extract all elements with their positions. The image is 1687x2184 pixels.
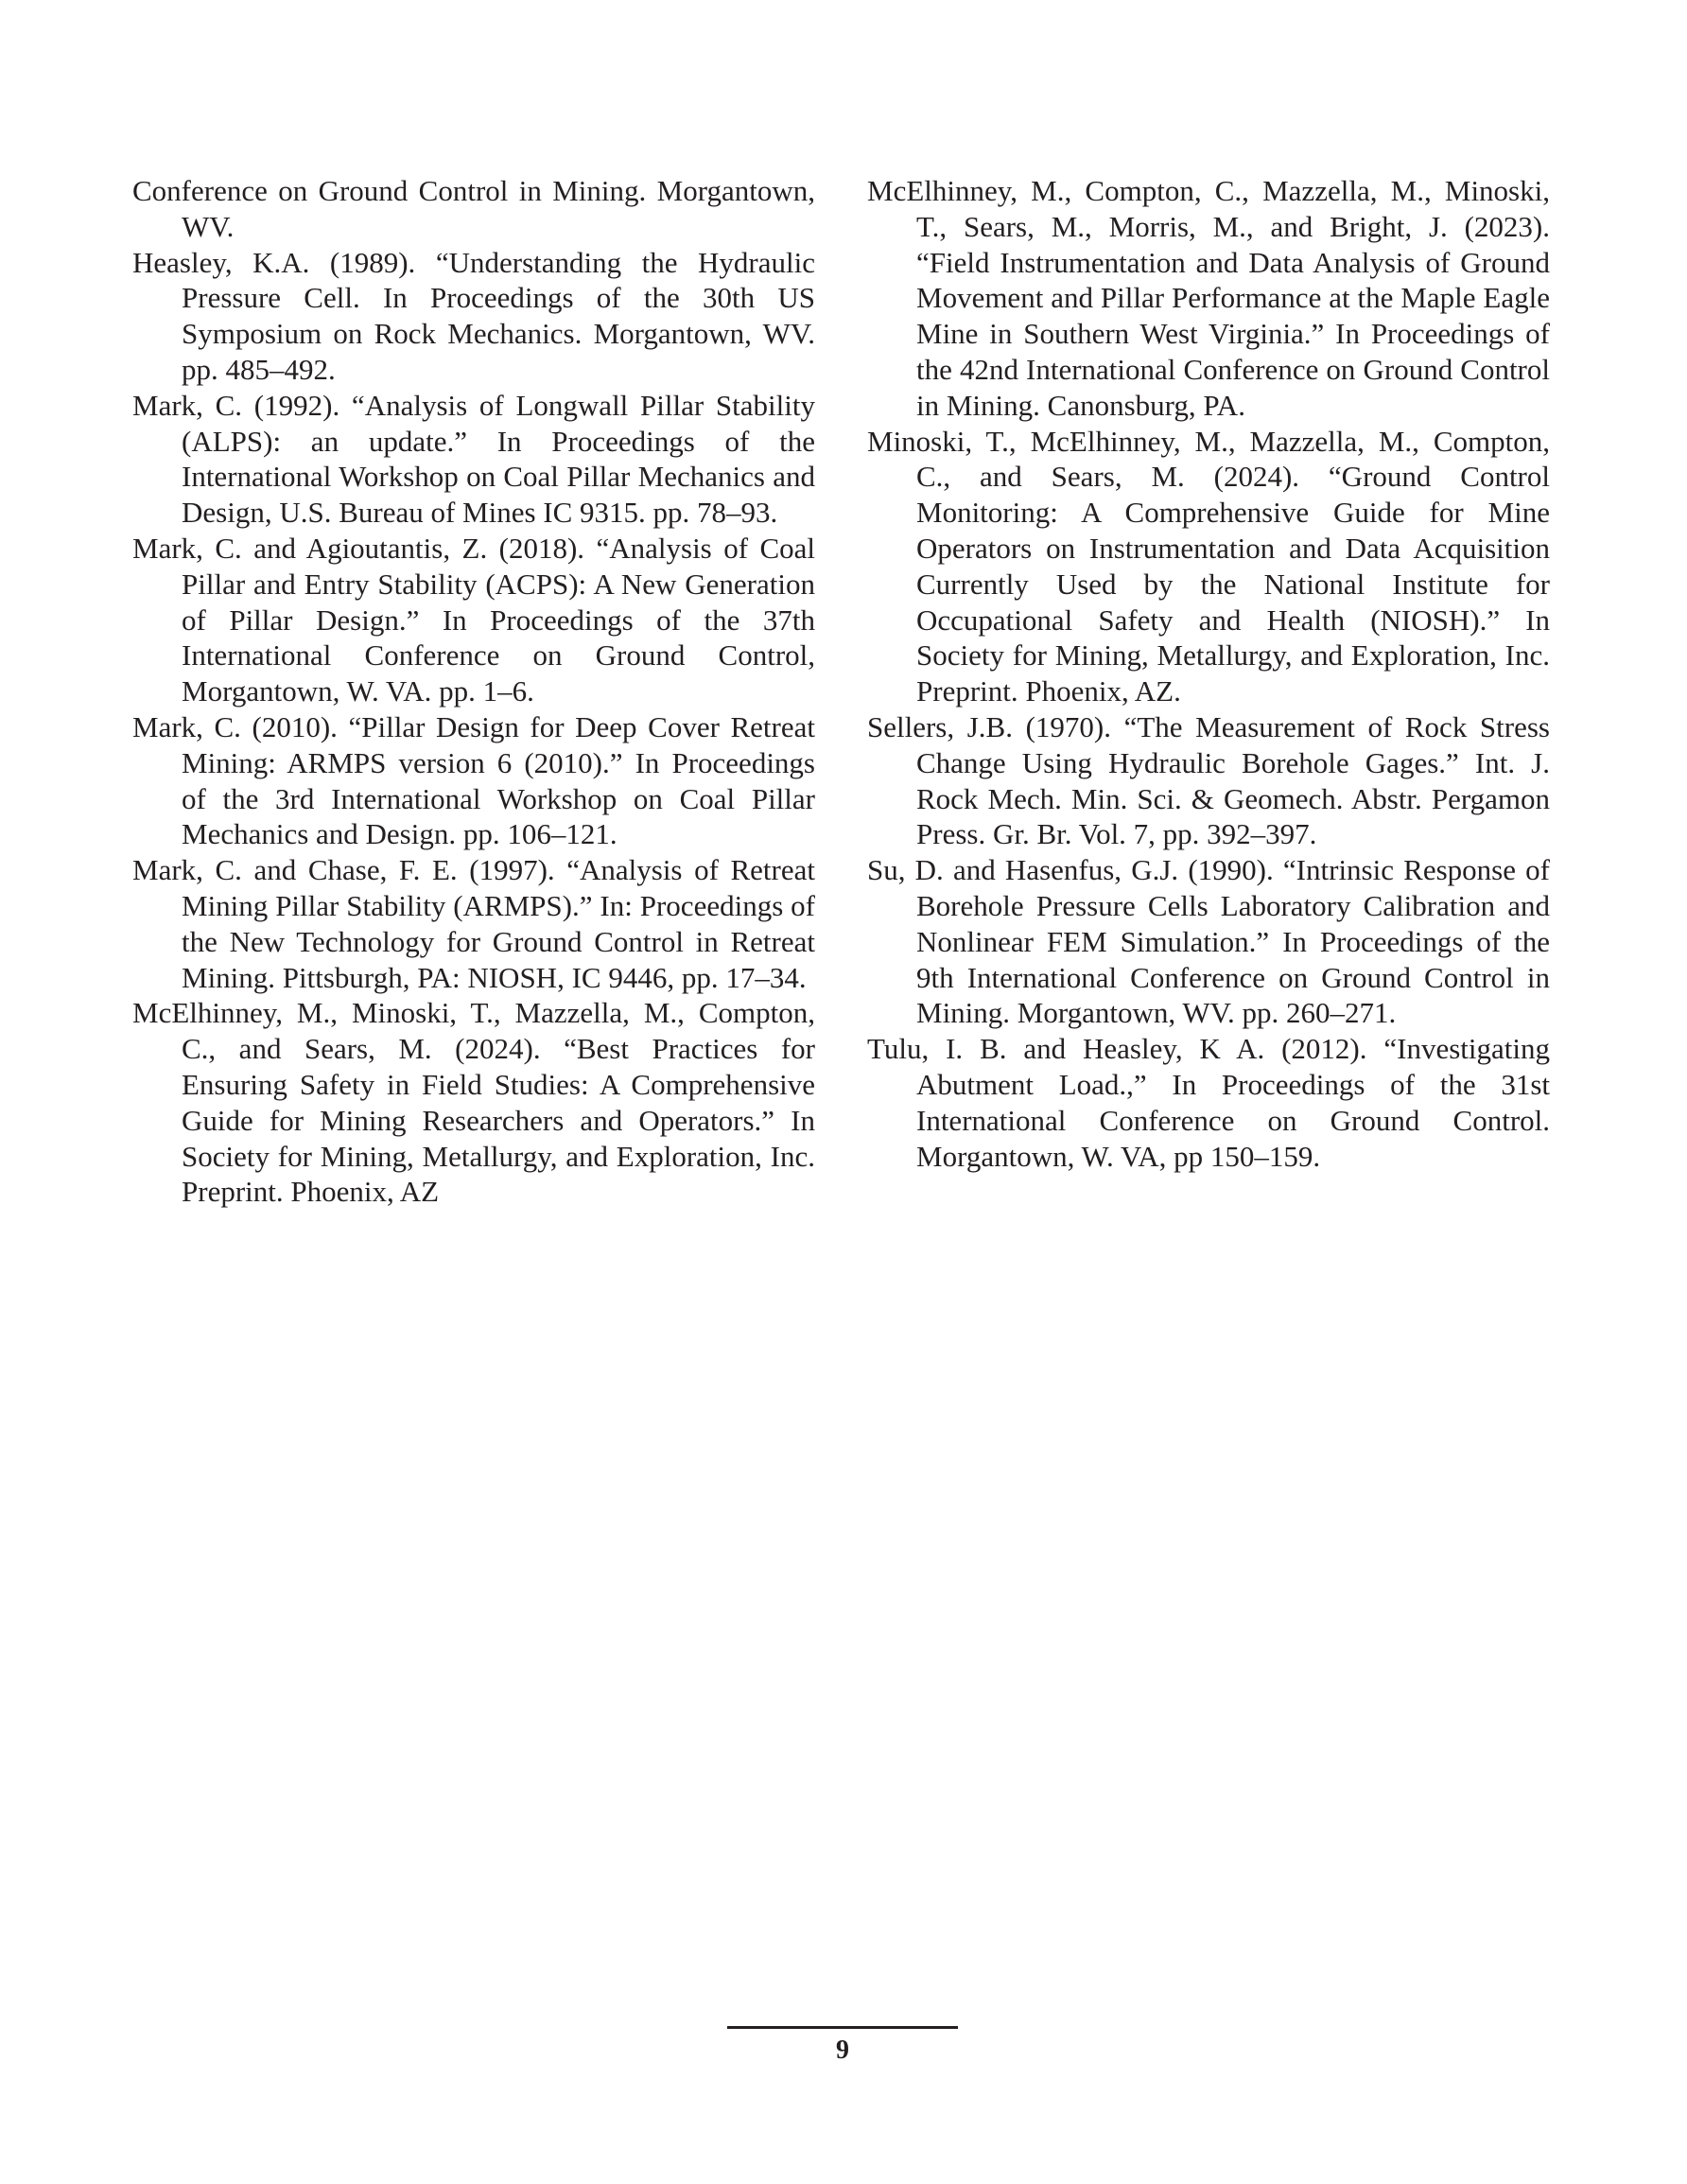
reference-entry: McElhinney, M., Minoski, T., Mazzella, M., Compton, C., and Sears, M. (2024). “Best Practices for Ensuring Safety in Field Studies: A Comprehensive Guide for Mining Researchers and Operators.” In Society for Mining, Metallurgy, and Exploration, Inc. Preprint. Phoenix, AZ — [132, 996, 815, 1209]
reference-entry: Minoski, T., McElhinney, M., Mazzella, M., Compton, C., and Sears, M. (2024). “Ground Control Monitoring: A Comprehensive Guide for Mine Operators on Instrumentation and Data Acquisition Currently Used by the National Institute for Occupational Safety and Health (NIOSH).” In Society for Mining, Metallurgy, and Exploration, Inc. Preprint. Phoenix, AZ. — [867, 424, 1550, 708]
reference-entry: Mark, C. (2010). “Pillar Design for Deep Cover Retreat Mining: ARMPS version 6 (2010).” In Proceedings of the 3rd International Workshop on Coal Pillar Mechanics and Design. pp. 106–121. — [132, 709, 815, 851]
reference-entry: Mark, C. (1992). “Analysis of Longwall Pillar Stability (ALPS): an update.” In Proceedings of the International Workshop on Coal Pillar Mechanics and Design, U.S. Bureau of Mines IC 9315. pp. 78–93. — [132, 388, 815, 530]
reference-entry: Su, D. and Hasenfus, G.J. (1990). “Intrinsic Response of Borehole Pressure Cells Laboratory Calibration and Nonlinear FEM Simulation.” In Proceedings of the 9th International Conference on Ground Control in Mining. Morgantown, WV. pp. 260–271. — [867, 853, 1550, 1030]
references-right-column — [867, 173, 1550, 1174]
reference-entry: Heasley, K.A. (1989). “Understanding the Hydraulic Pressure Cell. In Proceedings of the 30th US Symposium on Rock Mechanics. Morgantown, WV. pp. 485–492. — [132, 245, 815, 386]
reference-entry: Mark, C. and Agioutantis, Z. (2018). “Analysis of Coal Pillar and Entry Stability (ACPS): A New Generation of Pillar Design.” In Proceedings of the 37th International Conference on Ground Control, Morgantown, W. VA. pp. 1–6. — [132, 531, 815, 708]
page-number: 9 — [836, 2035, 849, 2065]
reference-entry: Sellers, J.B. (1970). “The Measurement of Rock Stress Change Using Hydraulic Borehole Gages.” Int. J. Rock Mech. Min. Sci. & Geomech. Abstr. Pergamon Press. Gr. Br. Vol. 7, pp. 392–397. — [867, 709, 1550, 851]
reference-entry: McElhinney, M., Compton, C., Mazzella, M., Minoski, T., Sears, M., Morris, M., and Bright, J. (2023). “Field Instrumentation and Data Analysis of Ground Movement and Pillar Performance at the Maple Eagle Mine in Southern West Virginia.” In Proceedings of the 42nd International Conference on Ground Control in Mining. Canonsburg, PA. — [867, 174, 1550, 422]
reference-entry: Mark, C. and Chase, F. E. (1997). “Analysis of Retreat Mining Pillar Stability (ARMPS).” In: Proceedings of the New Technology for Ground Control in Retreat Mining. Pittsburgh, PA: NIOSH, IC 9446, pp. 17–34. — [132, 853, 815, 994]
reference-entry: Conference on Ground Control in Mining. Morgantown, WV. — [132, 174, 815, 243]
reference-entry: Tulu, I. B. and Heasley, K A. (2012). “Investigating Abutment Load.,” In Proceedings of the 31st International Conference on Ground Control. Morgantown, W. VA, pp 150–159. — [867, 1032, 1550, 1173]
footer-rule — [727, 2026, 958, 2029]
references-left-column — [132, 173, 815, 1210]
